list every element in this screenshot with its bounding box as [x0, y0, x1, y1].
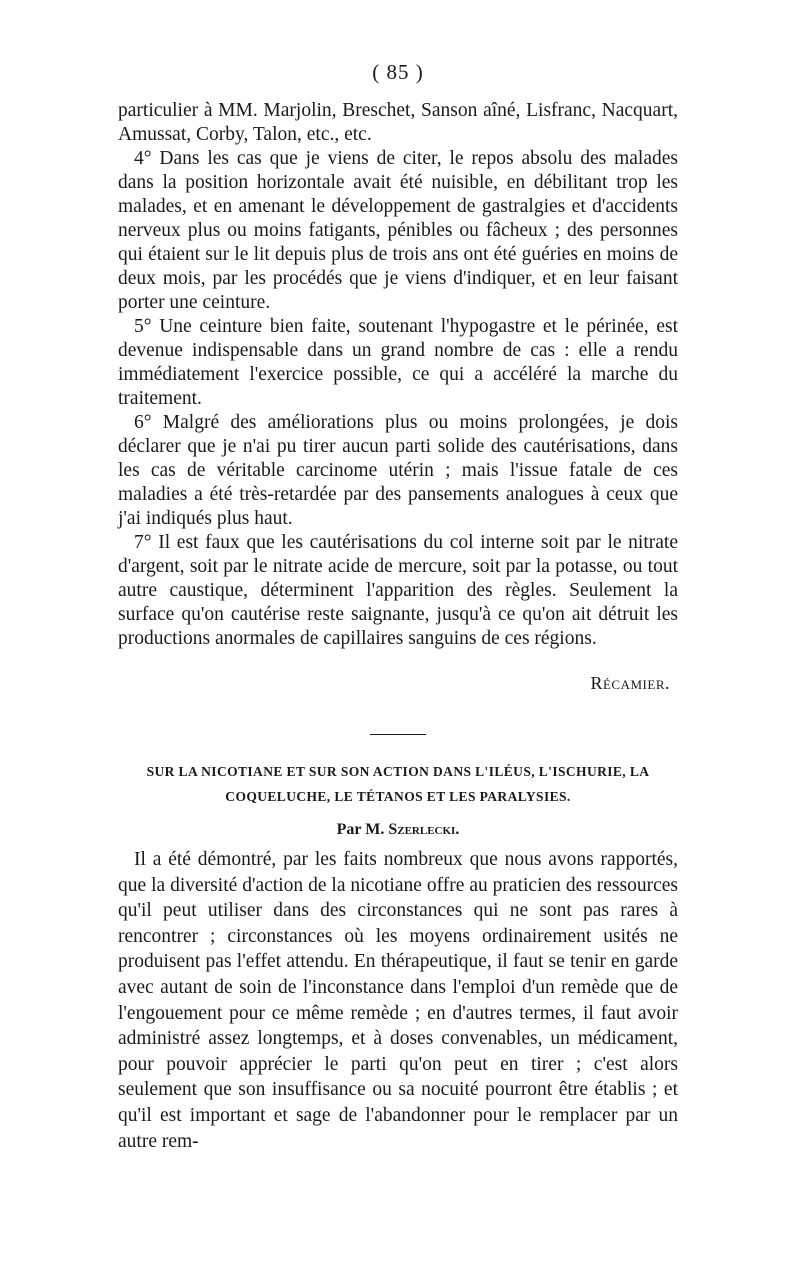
- paragraph-continuation: particulier à MM. Marjolin, Breschet, Sanson aîné, Lisfranc, Nacquart, Amussat, Corby, Talon, etc., etc.: [118, 100, 678, 145]
- article-byline: [118, 821, 678, 839]
- book-page: [118, 60, 678, 1154]
- paragraph-point-4: 4° Dans les cas que je viens de citer, le repos absolu des malades dans la position horizontale avait été nuisible, en débilitant trop les malades, et en amenant le développement de gastralgies et d'accidents nerveux plus ou moins fatigants, pénibles ou fâcheux ; des personnes qui étaient sur le lit depuis plus de trois ans ont été guéries en moins de deux mois, par les procédés que je viens d'indiquer, et en leur faisant porter une ceinture.: [118, 148, 678, 313]
- article-title-line-1: SUR LA NICOTIANE ET SUR SON ACTION DANS L'ILÉUS, L'ISCHURIE, LA: [146, 764, 650, 779]
- paragraph-point-7: 7° Il est faux que les cautérisations du col interne soit par le nitrate d'argent, soit par le nitrate acide de mercure, soit par la potasse, ou tout autre caustique, déterminent l'apparition des règles. Seulement la surface qu'on cautérise reste saignante, jusqu'à ce qu'on ait détruit les productions anormales de capillaires sanguins de ces régions.: [118, 532, 678, 649]
- byline-author: Szerlecki.: [388, 821, 460, 838]
- paragraph-point-6: 6° Malgré des améliorations plus ou moins prolongées, je dois déclarer que je n'ai pu tirer aucun parti solide des cautérisations, dans les cas de véritable carcinome utérin ; mais l'issue fatale de ces maladies a été très-retardée par des pansements analogues à ceux que j'ai indiqués plus haut.: [118, 412, 678, 529]
- byline-prefix: Par M.: [336, 821, 385, 838]
- article-title-line-2: COQUELUCHE, LE TÉTANOS ET LES PARALYSIES.: [225, 789, 571, 804]
- article-title: [118, 759, 678, 809]
- article-body-paragraph: Il a été démontré, par les faits nombreux que nous avons rapportés, que la diversité d'action de la nicotiane offre au praticien des ressources qu'il peut utiliser dans des circonstances qui ne sont pas rares à rencontrer ; circonstances où les moyens ordinairement usités ne produisent pas l'effet attendu. En thérapeutique, il faut se tenir en garde avec autant de soin de l'inconstance dans l'emploi d'un remède que de l'engouement pour ce même remède ; en d'autres termes, il faut avoir administré assez longtemps, et à doses convenables, un médicament, pour pouvoir apprécier le parti qu'on peut en tirer ; c'est alors seulement que son insuffisance ou sa nocuité pourront être établis ; et qu'il est important et sage de l'abandonner pour le remplacer par un autre rem-: [118, 849, 678, 1152]
- section-divider: [370, 734, 426, 735]
- page-number: ( 85 ): [372, 60, 424, 84]
- paragraph-point-5: 5° Une ceinture bien faite, soutenant l'hypogastre et le périnée, est devenue indispensable dans un grand nombre de cas : elle a rendu immédiatement l'exercice possible, ce qui a accéléré la marche du traitement.: [118, 316, 678, 409]
- author-signature: Récamier.: [590, 673, 670, 693]
